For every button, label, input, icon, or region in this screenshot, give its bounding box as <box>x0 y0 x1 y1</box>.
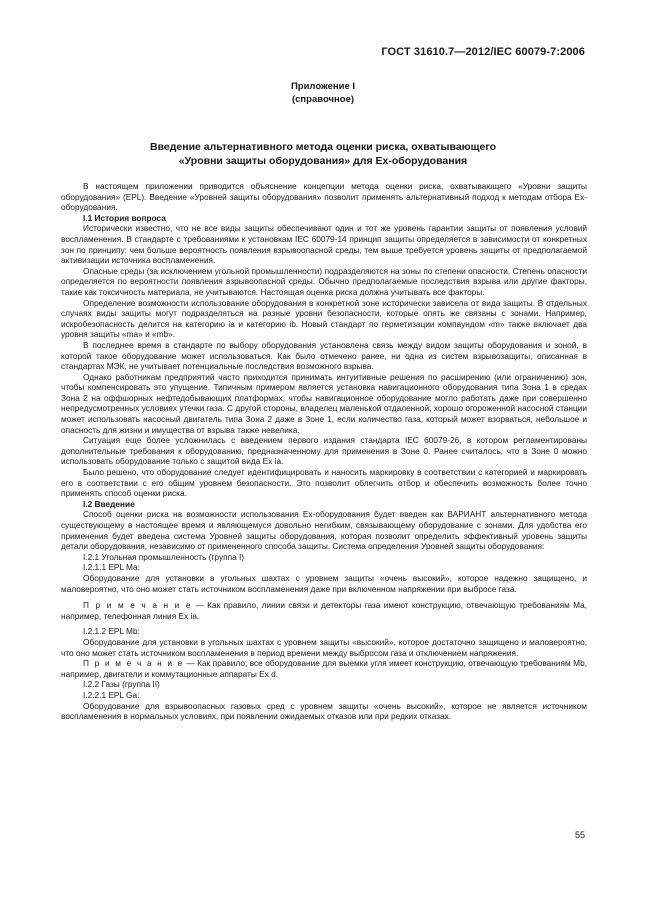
standard-header: ГОСТ 31610.7—2012/IEC 60079-7:2006 <box>381 46 585 58</box>
paragraph: Оборудование для установки в угольных шахтах с уровнем защиты «очень высокий», которое надежно защищено, и маловероятно, что оно может стать источником воспламенения даже при включенном напряжении при выбросе газа. <box>61 572 587 594</box>
paragraph: Оборудование для установки в угольных шахтах с уровнем защиты «высокий», которое достаточно защищено и маловероятно, что оно может стать источником воспламенения в период времени между выбросом газа и отключением напряжения. <box>61 636 587 658</box>
note-text: — Как правило, все оборудование для выемки угля имеет конструкцию, отвечающую требованиям Mb, например, двигатели и коммутационные аппараты Ex d. <box>61 658 587 679</box>
clause-heading: I.2.1.2 EPL Mb: <box>83 626 140 637</box>
annex-title: Приложение I <box>290 81 356 92</box>
paragraph: Оборудование для взрывоопасных газовых сред с уровнем защиты «очень высокий», которое не является источником воспламенения в нормальных условиях, при появлении ожидаемых отказов или при редких отказах. <box>61 700 587 722</box>
note-text: — Как правило, линии связи и детекторы газа имеют конструкцию, отвечающую требованиям Ma, например, телефонная линия Ex ia. <box>61 600 587 621</box>
paragraph: Исторически известно, что не все виды защиты обеспечивают один и тот же уровень гарантии защиты от появления условий воспламенения. В стандарте с требованиями к установкам IEC 60079-14 принцип защиты определяется в зависимости от конкретных зон по принципу: чем больше вероятность появления взрывоопасной среды, тем выше требуется уровень защиты от предполагаемой активизации источника воспламенения. <box>61 223 587 266</box>
section-title-line-1: Введение альтернативного метода оценки риска, охватывающего <box>149 141 496 153</box>
note-label: П р и м е ч а н и е <box>83 658 184 669</box>
page-number: 55 <box>574 830 585 840</box>
paragraph: Ситуация еще более усложнилась с введением первого издания стандарта IEC 60079-26, в котором регламентированы дополнительные требования к оборудованию, предназначенному для применения в Зоне 0. Ранее считалось, что в Зоне 0 можно использовать оборудование только с защитой вида Ex ia. <box>61 435 587 467</box>
annex-heading <box>0 80 646 106</box>
document-body <box>61 181 587 722</box>
paragraph: Опасные среды (за исключением угольной промышленности) подразделяются на зоны по степени опасности. Степень опасности определяется по вероятности появления взрывоопасной среды. Обычно предполагаемые последствия взрыва или другие факторы, такие как токсичность материала, не учитываются. Настоящая оценка риска должна учитывать все факторы. <box>61 265 587 297</box>
paragraph: В настоящем приложении приводится объяснение концепции метода оценки риска, охватывающего «Уровни защиты оборудования» (EPL). Введение «Уровней защиты оборудования» позволит применять альтернативный подход к методам отбора Ex-оборудования. <box>61 181 587 213</box>
paragraph: Однако работникам предприятий часто приходится принимать интуитивные решения по расширению (или ограничению) зон, чтобы компенсировать это упущение. Типичным примером является установка навигационного оборудования типа Зона 1 в средах Зона 2 на оффшорных нефтедобывающих платформах, чтобы навигационное оборудование могло работать даже при совершенно непредусмотренных условиях утечки газа. С другой стороны, владелец маленькой отдаленной, хорошо огороженной насосной станции может использовать насосный двигатель типа Зона 2 даже в Зоне 1, если количество газа, который может взорваться, небольшое и опасность для жизни и имущества от взрыва также невелика. <box>61 371 587 435</box>
clause-heading: I.2.2.1 EPL Ga: <box>83 689 140 700</box>
note <box>61 658 587 679</box>
paragraph: Способ оценки риска на возможности использования Ex-оборудования будет введен как ВАРИАНТ альтернативного метода существующему в настоящее время и являющемуся довольно негибким, связывающему оборудование с зонами. Для удобства его применения будет введена система Уровней защиты оборудования, которая позволит определить эффективный уровень защиты детали оборудования, независимо от примененного способа защиты. Система определения Уровней защиты оборудования: <box>61 509 587 552</box>
note-label: П р и м е ч а н и е <box>83 600 193 611</box>
paragraph: Было решено, что оборудование следует идентифицировать и наносить маркировку в соответствии с категорией и маркировать его в соответствии с его общим уровнем безопасности. Это позволит облегчить отбор и обеспечить возможность более точно применять способ оценки риска. <box>61 467 587 499</box>
section-title <box>0 140 646 168</box>
subsection-heading: I.1 История вопроса <box>83 212 166 223</box>
paragraph: В последнее время в стандарте по выбору оборудования установлена связь между видом защиты оборудования и зоной, в которой такое оборудование может использоваться. Как было отмечено ранее, ни одна из систем взрывозащиты, описанная в стандартах МЭК, не учитывает потенциальные последствия возможного взрыва. <box>61 339 587 372</box>
note <box>61 600 587 621</box>
clause-heading: I.2.1 Угольная промышленность (группа I) <box>83 551 245 562</box>
annex-subtitle: (справочное) <box>291 94 355 105</box>
clause-heading: I.2.2 Газы (группа II) <box>83 679 160 690</box>
subsection-heading: I.2 Введение <box>83 498 135 509</box>
section-title-line-2: «Уровни защиты оборудования» для Ex-оборудования <box>178 155 468 167</box>
clause-heading: I.2.1.1 EPL Ma: <box>83 562 140 573</box>
paragraph: Определение возможности использование оборудования в конкретной зоне исторически зависела от вида защиты. В отдельных случаях виды защиты могут подразделяться на разные уровни безопасности, которые опять же связаны с зонами. Например, искробезопасность делится на категорию ia и категорию ib. Новый стандарт по герметизации компаундом «m» также включает два уровня защиты «ma» и «mb». <box>61 297 587 340</box>
